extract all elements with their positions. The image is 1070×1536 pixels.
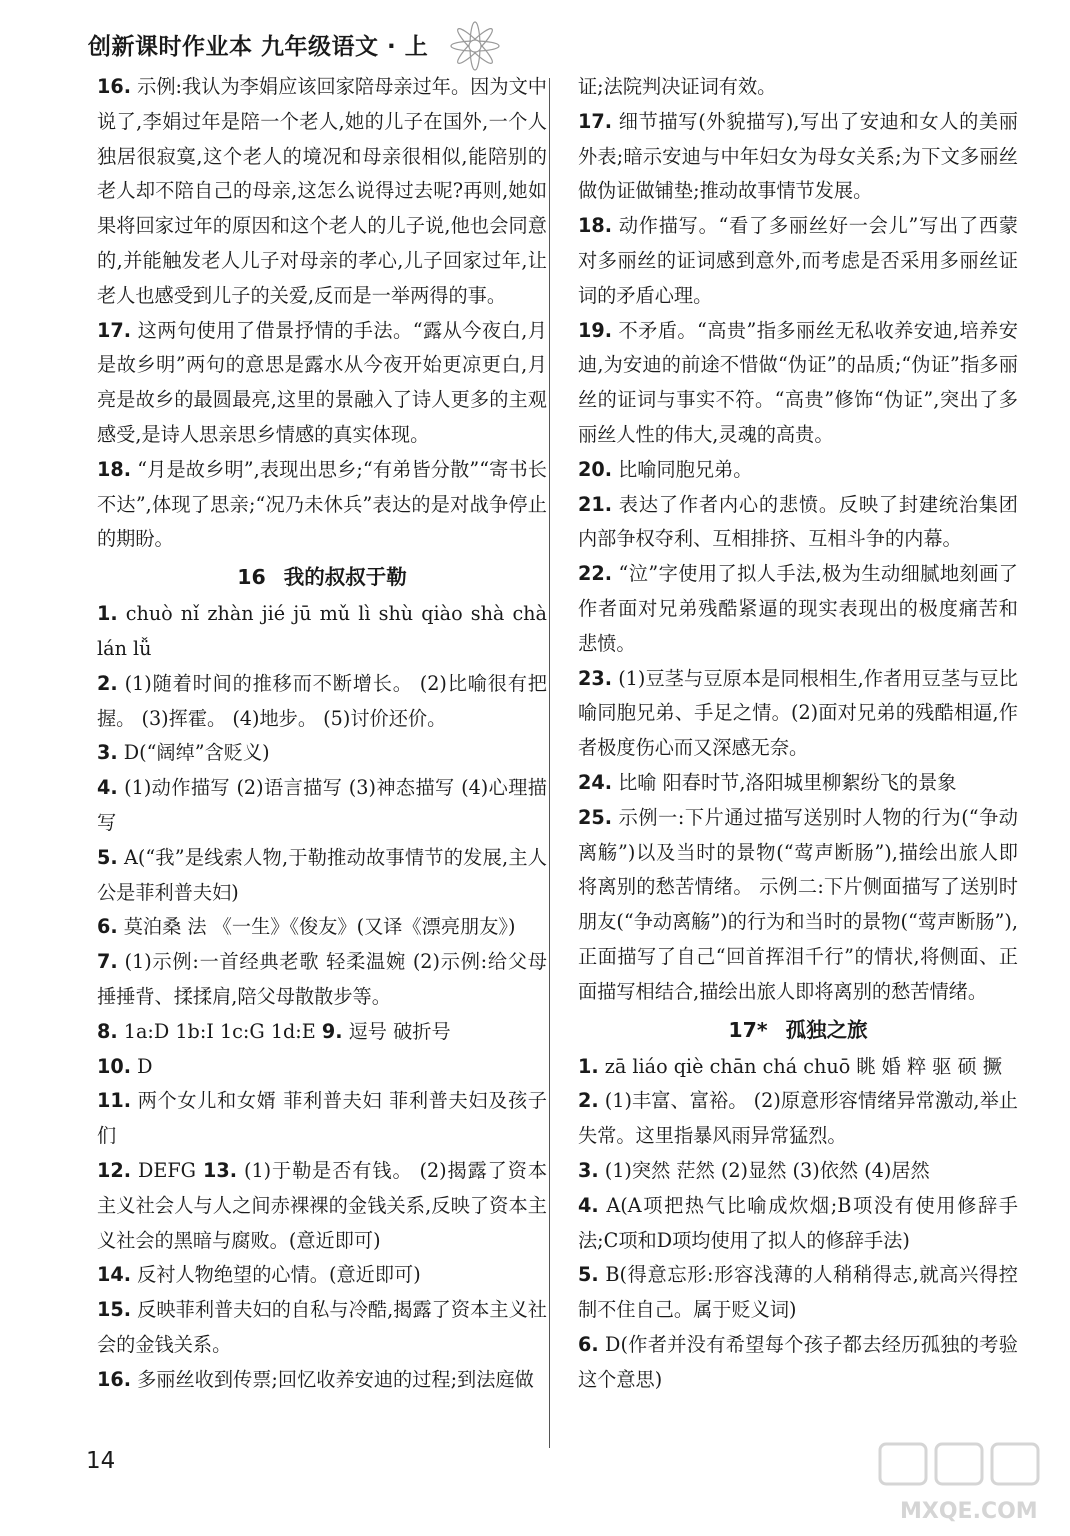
- answer-number: 10.: [97, 1054, 131, 1078]
- answer-number: 16.: [97, 75, 131, 98]
- section-number: 17*: [728, 1017, 768, 1042]
- answer-number: 14.: [97, 1263, 131, 1287]
- answer-item: [97, 1084, 547, 1154]
- answer-item: [578, 1154, 1018, 1189]
- answer-text: (1)动作描写 (2)语言描写 (3)神态描写 (4)心理描写: [97, 776, 547, 834]
- answer-number: 5.: [578, 1263, 599, 1287]
- answer-item: [97, 841, 547, 911]
- answer-number: 7.: [97, 950, 118, 974]
- answer-text: D(作者并没有希望每个孩子都去经历孤独的考验这个意思): [578, 1332, 1018, 1391]
- answer-item: [578, 105, 1018, 209]
- answer-text: 细节描写(外貌描写),写出了安迪和女人的美丽外表;暗示安迪与中年妇女为母女关系;为下文多丽丝做伪证做铺垫;推动故事情节发展。: [578, 109, 1018, 203]
- answer-number: 4.: [97, 776, 118, 800]
- answer-number: 18.: [578, 214, 612, 238]
- answer-text: 莫泊桑 法 《一生》《俊友》(又译《漂亮朋友》): [117, 915, 516, 939]
- answer-text: chuò nǐ zhàn jié jū mǔ lì shù qiào shà chà lán lǚ: [97, 602, 547, 660]
- answer-text: 不矛盾。“高贵”指多丽丝无私收养安迪,培养安迪,为安迪的前途不惜做“伪证”的品质;“伪证”指多丽丝的证词与事实不符。“高贵”修饰“伪证”,突出了多丽丝人性的伟大,灵魂的高贵。: [578, 318, 1018, 446]
- answer-item: [578, 662, 1018, 766]
- answer-number: 23.: [578, 666, 612, 690]
- answer-number: 5.: [97, 845, 118, 869]
- answer-item: [578, 453, 1018, 488]
- answer-text: (1)于勒是否有钱。 (2)揭露了资本主义社会人与人之间赤裸裸的金钱关系,反映了资本主义社会的黑暗与腐败。(意近即可): [97, 1158, 548, 1252]
- answer-text: 1a:D 1b:I 1c:G 1d:E: [117, 1019, 322, 1043]
- answer-text: 表达了作者内心的悲愤。反映了封建统治集团内部争权夺利、互相排挤、互相斗争的内幕。: [578, 492, 1018, 551]
- right-column: [578, 70, 1018, 1397]
- answer-number: 1.: [578, 1054, 599, 1078]
- answer-text: (1)示例:一首经典老歌 轻柔温婉 (2)示例:给父母捶捶背、揉揉肩,陪父母散散步等。: [97, 950, 547, 1008]
- section-title: 我的叔叔于勒: [283, 565, 407, 590]
- answer-number: 11.: [97, 1089, 131, 1113]
- answer-item: [97, 945, 547, 1015]
- answer-item: [97, 1015, 547, 1050]
- answer-text: B(得意忘形:形容浅薄的人稍稍得志,就高兴得控制不住自己。属于贬义词): [578, 1263, 1018, 1322]
- answer-item: [578, 1258, 1018, 1328]
- answer-item: [97, 453, 547, 557]
- answer-item: [97, 910, 547, 945]
- answer-item: [97, 1293, 547, 1363]
- answer-item: [578, 1084, 1018, 1154]
- answer-number: 17.: [97, 318, 131, 342]
- answer-text: 反衬人物绝望的心情。(意近即可): [131, 1263, 421, 1287]
- answer-item: [578, 488, 1018, 558]
- watermark-logo-icon: [870, 1438, 1060, 1528]
- answer-item: [97, 314, 547, 453]
- answer-number: 3.: [97, 741, 118, 765]
- answer-text: “月是故乡明”,表现出思乡;“有弟皆分散”“寄书长不达”,体现了思亲;“况乃未休兵”表达的是对战争停止的期盼。: [97, 457, 547, 551]
- answer-item: [578, 209, 1018, 313]
- answer-text: A(A项把热气比喻成炊烟;B项没有使用修辞手法;C项和D项均使用了拟人的修辞手法): [578, 1193, 1018, 1252]
- answer-text: 示例:我认为李娟应该回家陪母亲过年。因为文中说了,李娟过年是陪一个老人,她的儿子在国外,一个人独居很寂寞,这个老人的境况和母亲很相似,能陪别的老人却不陪自己的母亲,这怎么说得过去呢?再则,她如果将回家过年的原因和这个老人的儿子说,他也会同意的,并能触发老人儿子对母亲的孝心,儿子回家过年,让老人也感受到儿子的关爱,反而是一举两得的事。: [97, 75, 547, 307]
- answer-number: 21.: [578, 492, 612, 516]
- answer-text: 示例一:下片通过描写送别时人物的行为(“争动离觞”)以及当时的景物(“莺声断肠”),描绘出旅人即将离别的愁苦情绪。 示例二:下片侧面描写了送别时朋友(“争动离觞”)的行为和当时的景物(“莺声断肠”),正面描写了自己“回首挥泪千行”的情状,将侧面、正面描写相结合,描绘出旅人即将离别的愁苦情绪。: [578, 805, 1018, 1003]
- answer-item: [578, 801, 1018, 1010]
- answer-text: D: [131, 1054, 153, 1078]
- answer-item: [97, 1258, 547, 1293]
- answer-number: 15.: [97, 1298, 131, 1322]
- answer-text: (1)丰富、富裕。 (2)原意形容情绪异常激动,举止失常。这里指暴风雨异常猛烈。: [578, 1089, 1018, 1148]
- answer-text: (1)豆茎与豆原本是同根相生,作者用豆茎与豆比喻同胞兄弟、手足之情。(2)面对兄弟的残酷相逼,作者极度伤心而又深感无奈。: [578, 666, 1018, 760]
- section-heading: [578, 1010, 1018, 1050]
- answer-number: 17.: [578, 109, 612, 133]
- answer-text: zā liáo qiè chān chá chuō 眺 婚 粹 驱 硕 撅: [598, 1054, 1002, 1078]
- answer-number: 2.: [578, 1089, 599, 1113]
- answer-text: A(“我”是线索人物,于勒推动故事情节的发展,主人公是菲利普夫妇): [97, 845, 547, 904]
- left-column: [97, 70, 547, 1397]
- answer-number: 20.: [578, 457, 612, 481]
- answer-number: 8.: [97, 1019, 118, 1043]
- answer-text: 这两句使用了借景抒情的手法。“露从今夜白,月是故乡明”两句的意思是露水从今夜开始更凉更白,月亮是故乡的最圆最亮,这里的景融入了诗人更多的主观感受,是诗人思亲思乡情感的真实体现。: [97, 318, 547, 446]
- section-heading: [97, 557, 547, 597]
- answer-number: 16.: [97, 1367, 131, 1391]
- answer-item: [578, 1328, 1018, 1398]
- answer-number: 6.: [578, 1332, 599, 1356]
- answer-number: 24.: [578, 770, 612, 794]
- answer-item: [97, 1363, 547, 1398]
- answer-number: 12.: [97, 1158, 131, 1182]
- answer-text: “泣”字使用了拟人手法,极为生动细腻地刻画了作者面对兄弟残酷紧逼的现实表现出的极度痛苦和悲愤。: [578, 562, 1018, 655]
- answer-text: 比喻同胞兄弟。: [612, 457, 753, 481]
- page-header: 创新课时作业本 九年级语文 · 上: [88, 34, 429, 60]
- answer-text: 动作描写。“看了多丽丝好一会儿”写出了西蒙对多丽丝的证词感到意外,而考虑是否采用多丽丝证词的矛盾心理。: [578, 214, 1018, 307]
- answer-text: 证;法院判决证词有效。: [578, 75, 777, 98]
- answer-item: [97, 597, 547, 667]
- answer-item: [97, 1154, 547, 1258]
- answer-number: 22.: [578, 562, 612, 586]
- answer-item: [97, 736, 547, 771]
- section-title: 孤独之旅: [785, 1017, 868, 1042]
- answer-item: [578, 766, 1018, 801]
- page-number: 14: [86, 1448, 116, 1474]
- answer-text: 两个女儿和女婿 菲利普夫妇 菲利普夫妇及孩子们: [97, 1089, 547, 1148]
- answer-text: DEFG: [131, 1158, 203, 1182]
- svg-text:MXQE.COM: MXQE.COM: [900, 1499, 1038, 1524]
- answer-number: 1.: [97, 602, 118, 626]
- answer-item: [97, 771, 547, 841]
- answer-text: 反映菲利普夫妇的自私与冷酷,揭露了资本主义社会的金钱关系。: [97, 1298, 547, 1356]
- answer-number: 6.: [97, 915, 118, 939]
- answer-number: 19.: [578, 318, 612, 342]
- section-number: 16: [237, 565, 266, 590]
- column-divider: [549, 78, 550, 1448]
- answer-item: [578, 1189, 1018, 1259]
- answer-item: [578, 557, 1018, 661]
- answer-number: 18.: [97, 457, 131, 481]
- answer-text: (1)突然 茫然 (2)显然 (3)依然 (4)居然: [598, 1158, 930, 1182]
- answer-number: 25.: [578, 805, 612, 829]
- answer-item: [578, 70, 1018, 105]
- answer-number: 3.: [578, 1158, 599, 1182]
- answer-item: [97, 667, 547, 737]
- answer-item: [578, 1050, 1018, 1085]
- answer-item: [97, 70, 547, 314]
- answer-number: 13.: [203, 1158, 237, 1182]
- answer-item: [578, 314, 1018, 453]
- answer-number: 4.: [578, 1193, 599, 1217]
- answer-text: D(“阔绰”含贬义): [117, 741, 270, 765]
- answer-text: (1)随着时间的推移而不断增长。 (2)比喻很有把握。 (3)挥霍。 (4)地步。 (5)讨价还价。: [97, 671, 547, 730]
- answer-text: 逗号 破折号: [342, 1019, 451, 1043]
- answer-number: 9.: [321, 1019, 343, 1043]
- answer-text: 比喻 阳春时节,洛阳城里柳絮纷飞的景象: [612, 770, 957, 794]
- answer-item: [97, 1050, 547, 1085]
- answer-text: 多丽丝收到传票;回忆收养安迪的过程;到法庭做: [131, 1367, 534, 1391]
- answer-number: 2.: [97, 671, 118, 695]
- flower-ornament-icon: [440, 16, 510, 76]
